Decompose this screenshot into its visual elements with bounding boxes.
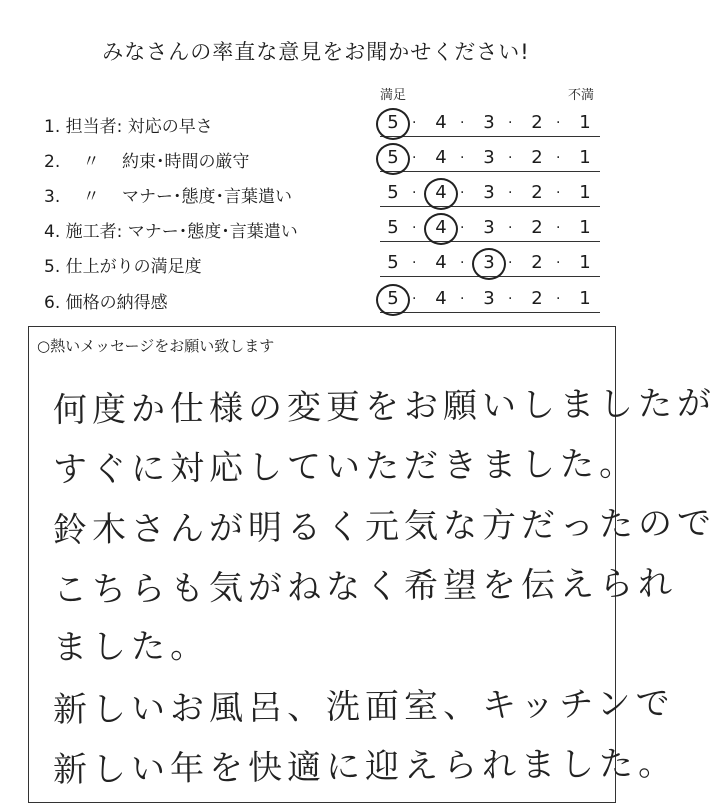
message-header: ○熱いメッセージをお願い致します [37, 337, 275, 355]
rating-item-label: 5. 仕上がりの満足度 [44, 257, 202, 277]
rating-option: 4 [435, 112, 447, 133]
separator-dot: · [556, 115, 561, 131]
rating-scale [380, 180, 600, 207]
rating-option: 4 [435, 252, 447, 273]
separator-dot: · [412, 185, 417, 201]
rating-scale [380, 110, 600, 137]
rating-item-label: 4. 施工者: マナー･態度･言葉遣い [44, 222, 298, 242]
rating-scale [380, 286, 600, 313]
survey-title: みなさんの率直な意見をお聞かせください! [102, 40, 530, 64]
message-line: 新しいお風呂、洗面室、キッチンで [52, 683, 675, 731]
rating-option: 1 [579, 112, 591, 133]
separator-dot: · [412, 220, 417, 236]
separator-dot: · [412, 150, 417, 166]
selected-circle [424, 178, 458, 210]
rating-row [44, 211, 604, 245]
rating-option: 1 [579, 217, 591, 238]
separator-dot: · [460, 115, 465, 131]
scale-best-label: 満足 [380, 88, 407, 103]
rating-item-label: 6. 価格の納得感 [44, 293, 168, 313]
separator-dot: · [508, 150, 513, 166]
rating-scale [380, 215, 600, 242]
rating-item-label: 3. 〃 マナー･態度･言葉遣い [44, 187, 293, 207]
separator-dot: · [556, 150, 561, 166]
rating-option: 4 [435, 288, 447, 309]
separator-dot: · [460, 291, 465, 307]
rating-option: 3 [483, 112, 495, 133]
rating-row [44, 246, 604, 280]
rating-option: 2 [531, 288, 543, 309]
rating-option: 1 [579, 147, 591, 168]
separator-dot: · [556, 185, 561, 201]
rating-option: 5 [387, 112, 399, 133]
message-line: ました。 [52, 626, 210, 668]
rating-row [44, 141, 604, 175]
separator-dot: · [412, 291, 417, 307]
rating-option: 5 [387, 147, 399, 168]
rating-item-label: 2. 〃 約束･時間の厳守 [44, 152, 250, 172]
separator-dot: · [460, 220, 465, 236]
selected-circle [424, 213, 458, 245]
rating-option: 4 [435, 182, 447, 203]
separator-dot: · [508, 220, 513, 236]
rating-option: 3 [483, 182, 495, 203]
scale-worst-label: 不満 [568, 88, 595, 103]
rating-option: 5 [387, 217, 399, 238]
message-line: 何度か仕様の変更をお願いしましたが [52, 383, 716, 431]
separator-dot: · [508, 185, 513, 201]
rating-option: 1 [579, 252, 591, 273]
rating-option: 4 [435, 147, 447, 168]
message-line: すぐに対応していただきました。 [52, 443, 639, 491]
selected-circle [376, 108, 410, 140]
separator-dot: · [508, 115, 513, 131]
separator-dot: · [556, 220, 561, 236]
separator-dot: · [460, 185, 465, 201]
rating-option: 2 [531, 147, 543, 168]
rating-option: 3 [483, 147, 495, 168]
rating-option: 5 [387, 252, 399, 273]
separator-dot: · [460, 150, 465, 166]
rating-scale [380, 145, 600, 172]
message-line: こちらも気がねなく希望を伝えられ [52, 563, 678, 611]
rating-option: 5 [387, 182, 399, 203]
separator-dot: · [556, 291, 561, 307]
rating-option: 5 [387, 288, 399, 309]
rating-option: 1 [579, 288, 591, 309]
rating-option: 3 [483, 217, 495, 238]
separator-dot: · [412, 255, 417, 271]
rating-option: 4 [435, 217, 447, 238]
separator-dot: · [460, 255, 465, 271]
rating-scale [380, 250, 600, 277]
rating-item-label: 1. 担当者: 対応の早さ [44, 117, 213, 137]
rating-option: 3 [483, 288, 495, 309]
rating-row [44, 282, 604, 316]
rating-option: 2 [531, 252, 543, 273]
rating-option: 2 [531, 217, 543, 238]
separator-dot: · [412, 115, 417, 131]
message-line: 鈴木さんが明るく元気な方だったので [52, 503, 716, 551]
separator-dot: · [508, 291, 513, 307]
rating-row [44, 106, 604, 140]
separator-dot: · [508, 255, 513, 271]
selected-circle [376, 284, 410, 316]
selected-circle [472, 248, 506, 280]
rating-option: 1 [579, 182, 591, 203]
message-line: 新しい年を快適に迎えられました。 [52, 743, 678, 791]
selected-circle [376, 143, 410, 175]
message-box [28, 326, 716, 803]
rating-option: 3 [483, 252, 495, 273]
rating-option: 2 [531, 182, 543, 203]
rating-option: 2 [531, 112, 543, 133]
rating-row [44, 176, 604, 210]
separator-dot: · [556, 255, 561, 271]
